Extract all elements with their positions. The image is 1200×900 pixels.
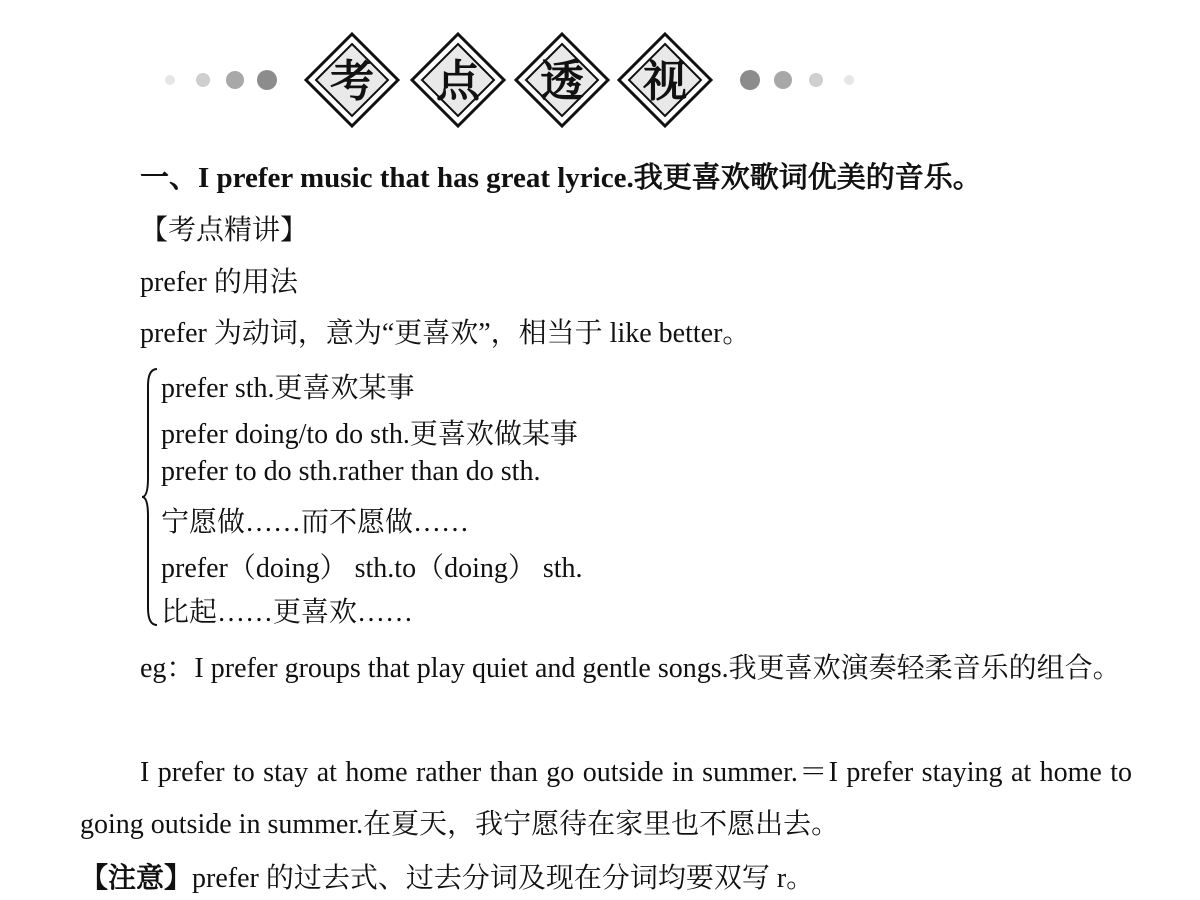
example-2: I prefer to stay at home rather than go outside in summer.＝I prefer staying at home to going outside in summer.在夏天，我宁愿待在家里也不愿出去。 bbox=[80, 757, 1132, 840]
curly-brace bbox=[140, 366, 160, 628]
pattern-item: prefer（doing） sth.to（doing） sth. bbox=[161, 553, 583, 584]
banner-char-1: 考 bbox=[330, 56, 374, 107]
pattern-item: prefer sth.更喜欢某事 bbox=[161, 373, 415, 404]
note-label: 【注意】 bbox=[80, 863, 193, 894]
section-title: 一、I prefer music that has great lyrice.我更喜欢歌词优美的音乐。 bbox=[140, 162, 982, 194]
definition: prefer 为动词，意为“更喜欢”，相当于 like better。 bbox=[140, 318, 751, 349]
pattern-item: 比起……更喜欢…… bbox=[161, 597, 414, 628]
pattern-item: prefer doing/to do sth.更喜欢做某事 bbox=[161, 419, 578, 450]
banner-char-4: 视 bbox=[643, 56, 687, 107]
example-1: eg：I prefer groups that play quiet and gentle songs.我更喜欢演奏轻柔音乐的组合。 bbox=[140, 653, 1121, 684]
right-dots-decoration bbox=[740, 70, 854, 90]
note bbox=[80, 856, 814, 896]
banner-char-3: 透 bbox=[540, 56, 584, 107]
header-banner bbox=[0, 0, 1200, 160]
left-dots-decoration bbox=[165, 70, 277, 90]
pattern-item: 宁愿做……而不愿做…… bbox=[161, 507, 470, 538]
subheading: 【考点精讲】 bbox=[140, 215, 309, 246]
usage-title: prefer 的用法 bbox=[140, 267, 298, 298]
banner-char-2: 点 bbox=[436, 56, 480, 107]
note-text: prefer 的过去式、过去分词及现在分词均要双写 r。 bbox=[192, 863, 815, 894]
pattern-item: prefer to do sth.rather than do sth. bbox=[161, 456, 541, 487]
